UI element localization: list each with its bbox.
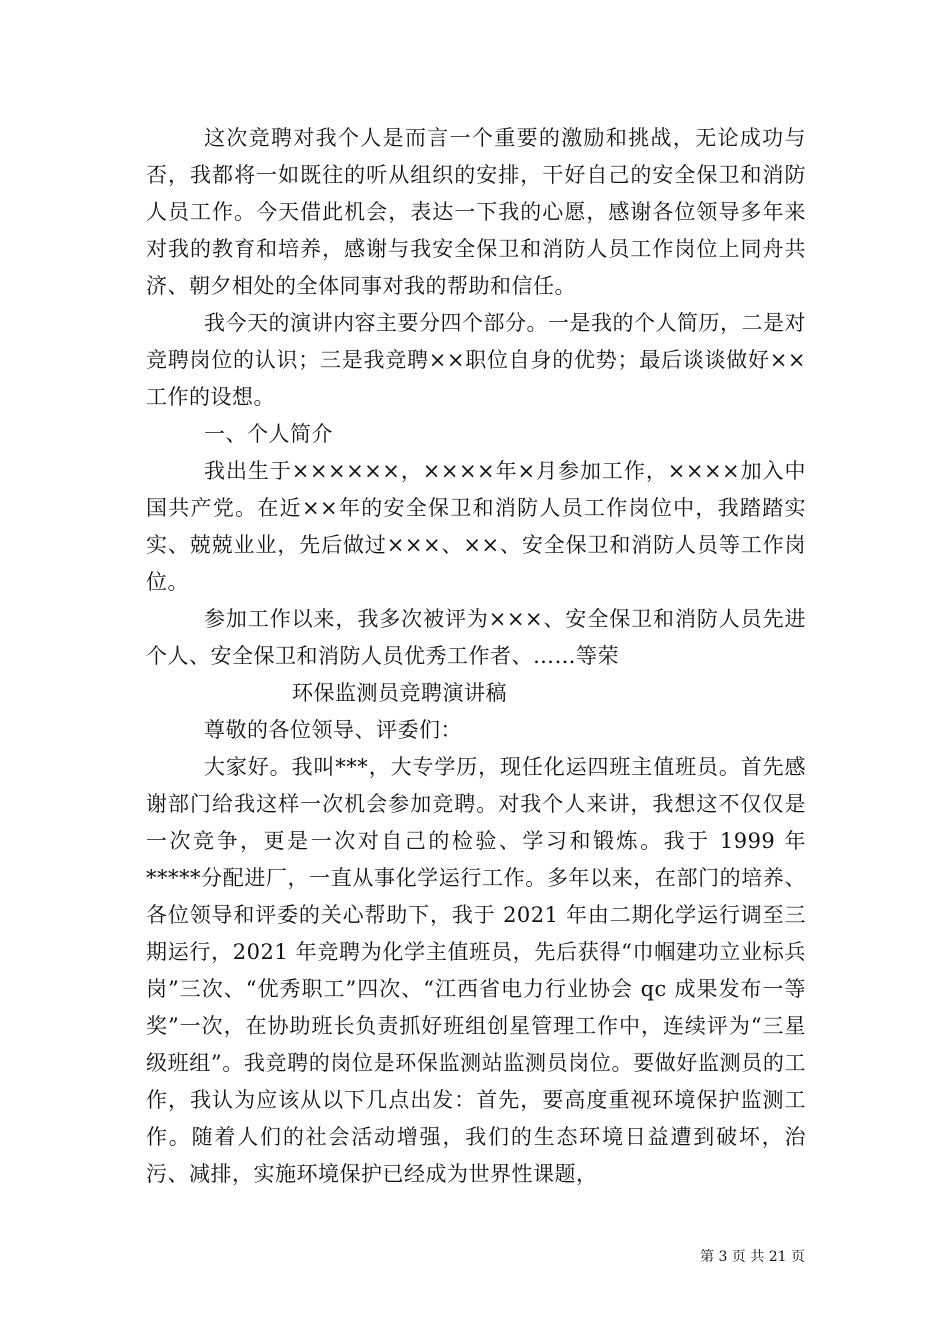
page-number-footer: 第 3 页 共 21 页 — [700, 1249, 805, 1265]
paragraph-intro: 这次竞聘对我个人是而言一个重要的激励和挑战，无论成功与否，我都将一如既往的听从组织的安排，干好自己的安全保卫和消防人员工作。今天借此机会，表达一下我的心愿，感谢各位领导多年来对我的教育和培养，感谢与我安全保卫和消防人员工作岗位上同舟共济、朝夕相处的全体同事对我的帮助和信任。 — [146, 126, 806, 298]
section-heading: 一、个人简介 — [204, 422, 333, 446]
paragraph-honors: 参加工作以来，我多次被评为×××、安全保卫和消防人员先进个人、安全保卫和消防人员优秀工作者、……等荣 — [146, 607, 806, 668]
salutation: 尊敬的各位领导、评委们： — [204, 718, 462, 742]
paragraph-outline: 我今天的演讲内容主要分四个部分。一是我的个人简历，二是对竞聘岗位的认识；三是我竞聘××职位自身的优势；最后谈谈做好××工作的设想。 — [146, 311, 806, 409]
paragraph-speech-body: 大家好。我叫***，大专学历，现任化运四班主值班员。首先感谢部门给我这样一次机会参加竞聘。对我个人来讲，我想这不仅仅是一次竞争，更是一次对自己的检验、学习和锻炼。我于 1999 年*****分配进厂，一直从事化学运行工作。多年以来，在部门的培养、各位领导和评委的关心帮助下，我于 2021 年由二期化学运行调至三期运行，2021 年竞聘为化学主值班员，先后获得“巾帼建功立业标兵岗”三次、“优秀职工”四次、“江西省电力行业协会 qc 成果发布一等奖”一次，在协助班长负责抓好班组创星管理工作中，连续评为“三星级班组”。我竞聘的岗位是环保监测站监测员岗位。要做好监测员的工作，我认为应该从以下几点出发：首先，要高度重视环境保护监测工作。随着人们的社会活动增强，我们的生态环境日益遭到破坏，治污、减排，实施环境保护已经成为世界性课题， — [146, 755, 806, 1186]
speech-title: 环保监测员竞聘演讲稿 — [292, 681, 507, 705]
paragraph-resume: 我出生于××××××，××××年×月参加工作，××××加入中国共产党。在近××年的安全保卫和消防人员工作岗位中，我踏踏实实、兢兢业业，先后做过×××、××、安全保卫和消防人员等工作岗位。 — [146, 459, 806, 594]
document-body — [146, 120, 806, 1193]
